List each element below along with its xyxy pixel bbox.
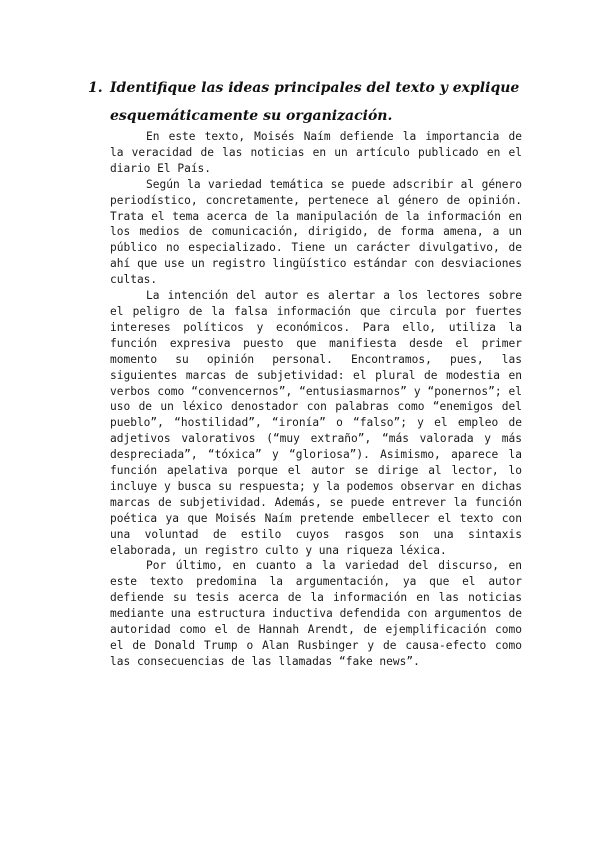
- paragraph-discourse: Por último, en cuanto a la variedad del discurso, en este texto predomina la argumentación, ya que el autor defiende su tesis acerca de la información en las noticias mediante una estructura inductiva defendida con argumentos de autoridad como el de Hannah Arendt, de ejemplificación como el de Donald Trump o Alan Rusbinger y de causa-efecto como las consecuencias de las llamadas “fake news”.: [110, 559, 522, 668]
- question-number: 1.: [88, 80, 103, 96]
- paragraph-intention: La intención del autor es alertar a los lectores sobre el peligro de la falsa información que circula por fuertes intereses políticos y económicos. Para ello, utiliza la función expresiva puesto que manifiesta desde el primer momento su opinión personal. Encontramos, pues, las siguientes marcas de subjetividad: el plural de modestia en verbos como “convencernos”, “entusiasmarnos” y “ponernos”; el uso de un léxico denostador con palabras como “enemigos del pueblo”, “hostilidad”, “ironía” o “falso”; y el empleo de adjetivos valorativos (“muy extraño”, “más valorada y más despreciada”, “tóxica” y “gloriosa”). Asimismo, aparece la función apelativa porque el autor se dirige al lector, lo incluye y busca su respuesta; y la podemos observar en dichas marcas de subjetividad. Además, se puede entrever la función poética ya que Moisés Naím pretende embellecer el texto con una voluntad de estilo cuyos rasgos son una sintaxis elaborada, un registro culto y una riqueza léxica.: [110, 289, 522, 557]
- paragraph-genre: Según la variedad temática se puede adscribir al género periodístico, concretamente, pertenece al género de opinión. Trata el tema acerca de la manipulación de la información en los medios de comunicación, dirigido, de forma amena, a un público no especializado. Tiene un carácter divulgativo, de ahí que use un registro lingüístico estándar con desviaciones cultas.: [110, 177, 522, 287]
- answer-body: [110, 129, 522, 670]
- question-text: Identifique las ideas principales del texto y explique esquemáticamente su organización.: [110, 80, 520, 124]
- question-heading: [88, 74, 528, 130]
- paragraph-intro: En este texto, Moisés Naím defiende la importancia de la veracidad de las noticias en un artículo publicado en el diario El País.: [110, 130, 522, 175]
